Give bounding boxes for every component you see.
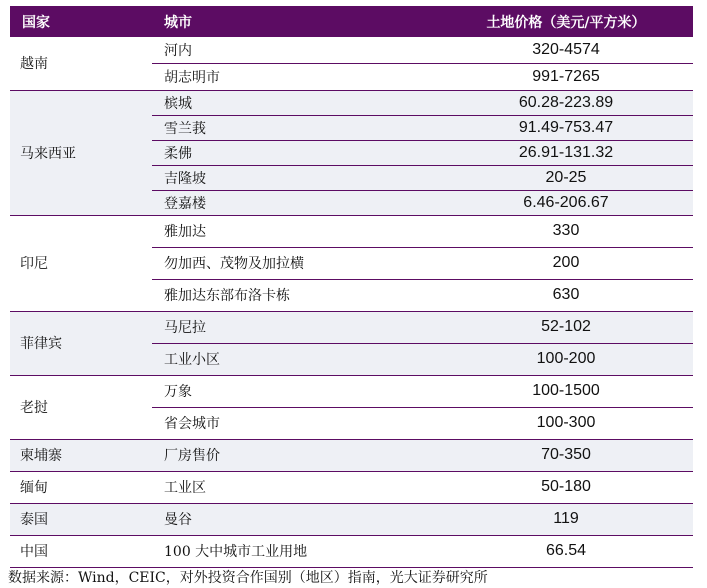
price-cell: 70-350: [439, 439, 693, 471]
price-cell: 91.49-753.47: [439, 115, 693, 140]
city-cell: 登嘉楼: [152, 190, 439, 215]
price-cell: 20-25: [439, 165, 693, 190]
country-cell: 老挝: [10, 375, 152, 439]
price-cell: 52-102: [439, 311, 693, 343]
city-cell: 河内: [152, 37, 439, 63]
header-row: [10, 6, 693, 37]
city-cell: 槟城: [152, 90, 439, 115]
city-cell: 胡志明市: [152, 63, 439, 90]
table-row: [10, 37, 693, 63]
country-cell: 柬埔寨: [10, 439, 152, 471]
price-cell: 119: [439, 503, 693, 535]
land-price-table: [10, 6, 693, 568]
price-cell: 50-180: [439, 471, 693, 503]
country-cell: 越南: [10, 37, 152, 90]
table-row: [10, 311, 693, 343]
city-cell: 工业区: [152, 471, 439, 503]
header-price: 土地价格（美元/平方米）: [439, 6, 693, 37]
price-cell: 630: [439, 279, 693, 311]
price-cell: 100-200: [439, 343, 693, 375]
header-country: 国家: [10, 6, 152, 37]
table-row: [10, 215, 693, 247]
city-cell: 厂房售价: [152, 439, 439, 471]
table-body: [10, 37, 693, 567]
city-cell: 勿加西、茂物及加拉横: [152, 247, 439, 279]
price-cell: 66.54: [439, 535, 693, 567]
city-cell: 柔佛: [152, 140, 439, 165]
price-cell: 100-1500: [439, 375, 693, 407]
price-cell: 60.28-223.89: [439, 90, 693, 115]
table-row: [10, 439, 693, 471]
city-cell: 雪兰莪: [152, 115, 439, 140]
source-note: 数据来源：Wind，CEIC，对外投资合作国别（地区）指南，光大证券研究所: [8, 570, 488, 586]
city-cell: 100 大中城市工业用地: [152, 535, 439, 567]
city-cell: 曼谷: [152, 503, 439, 535]
country-cell: 缅甸: [10, 471, 152, 503]
header-city: 城市: [152, 6, 439, 37]
price-cell: 330: [439, 215, 693, 247]
table-row: [10, 471, 693, 503]
country-cell: 泰国: [10, 503, 152, 535]
city-cell: 工业小区: [152, 343, 439, 375]
table-row: [10, 375, 693, 407]
country-cell: 中国: [10, 535, 152, 567]
price-cell: 200: [439, 247, 693, 279]
table-row: [10, 90, 693, 115]
country-cell: 马来西亚: [10, 90, 152, 215]
land-price-table-container: [10, 6, 693, 568]
price-cell: 100-300: [439, 407, 693, 439]
city-cell: 省会城市: [152, 407, 439, 439]
city-cell: 雅加达东部布洛卡栋: [152, 279, 439, 311]
country-cell: 菲律宾: [10, 311, 152, 375]
price-cell: 320-4574: [439, 37, 693, 63]
price-cell: 26.91-131.32: [439, 140, 693, 165]
city-cell: 万象: [152, 375, 439, 407]
city-cell: 雅加达: [152, 215, 439, 247]
city-cell: 马尼拉: [152, 311, 439, 343]
city-cell: 吉隆坡: [152, 165, 439, 190]
price-cell: 6.46-206.67: [439, 190, 693, 215]
price-cell: 991-7265: [439, 63, 693, 90]
country-cell: 印尼: [10, 215, 152, 311]
table-row: [10, 535, 693, 567]
table-row: [10, 503, 693, 535]
